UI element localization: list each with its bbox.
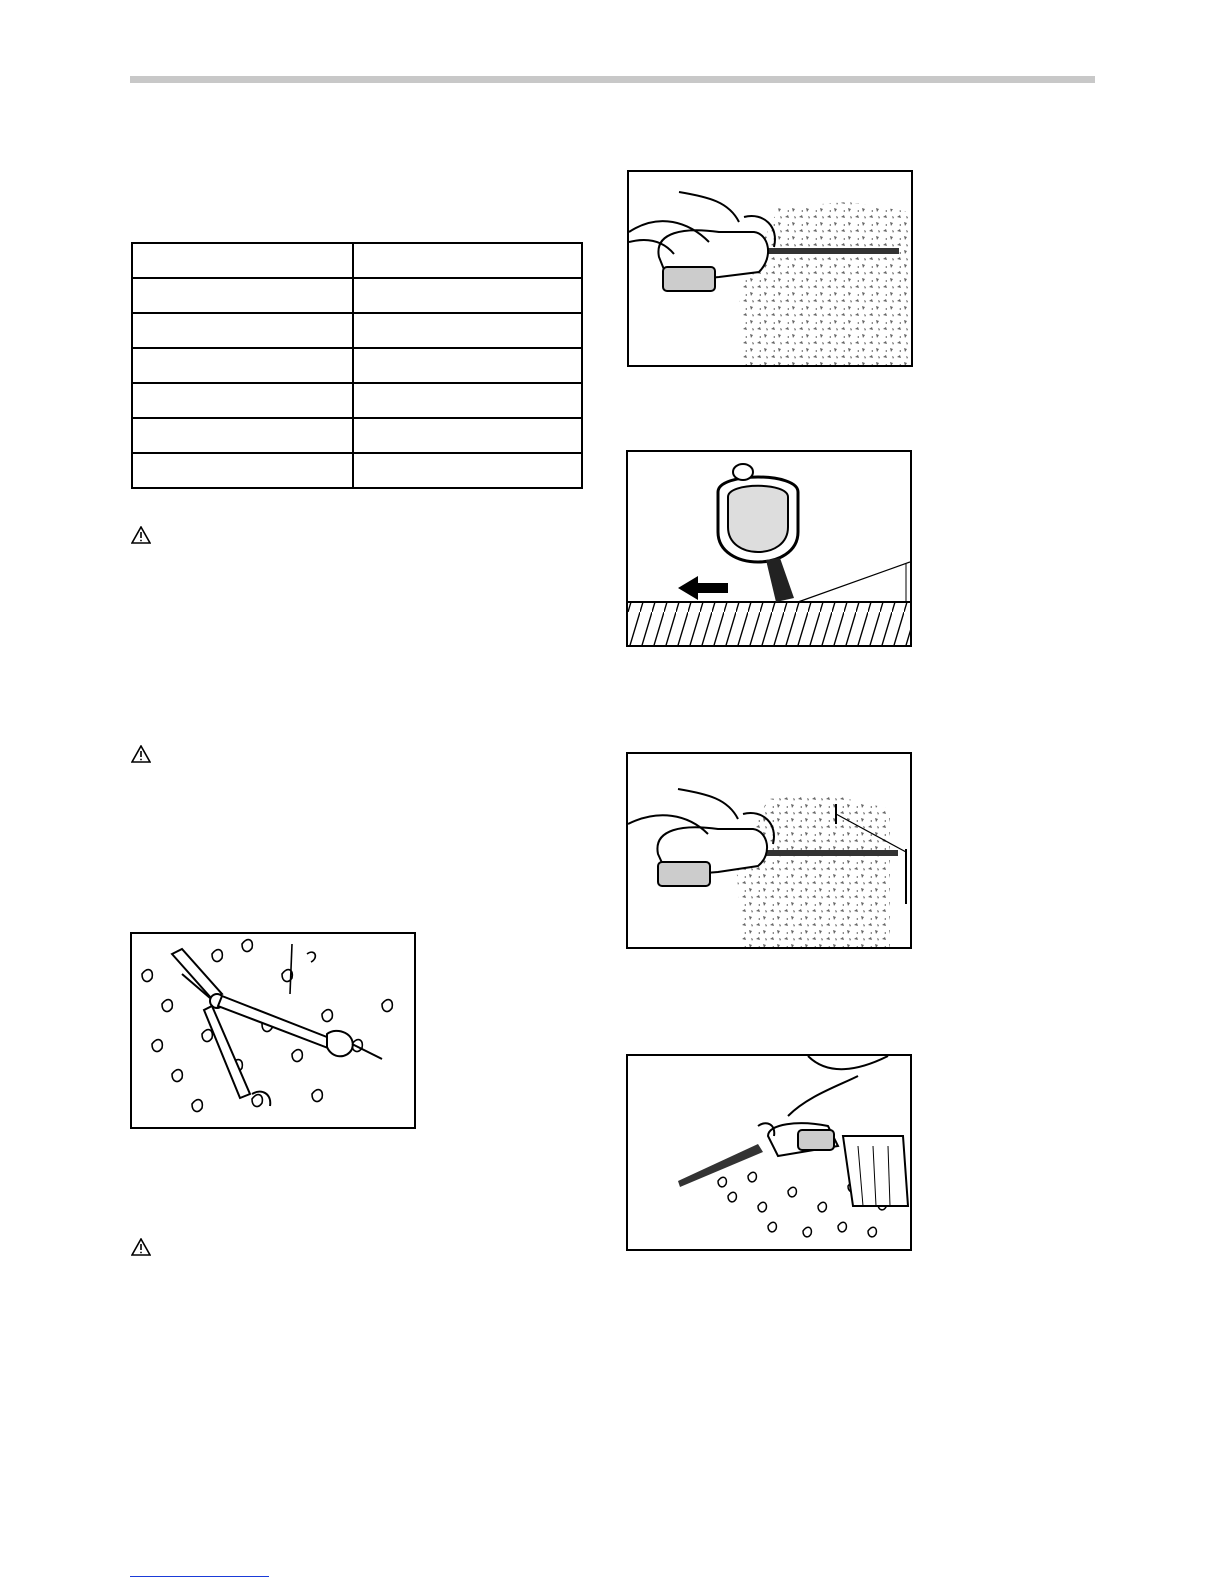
- table-cell: [353, 453, 582, 488]
- footer-link-underline[interactable]: [130, 1576, 269, 1577]
- table-row: [132, 453, 582, 488]
- table-cell: [132, 348, 353, 383]
- table-cell: [132, 278, 353, 313]
- table-cell: [353, 278, 582, 313]
- warning-triangle-icon: [131, 526, 151, 544]
- table-row: [132, 243, 582, 278]
- table-cell: [353, 418, 582, 453]
- hedge-trimmer-side-figure: [627, 170, 913, 367]
- hedge-guide-string-figure: [626, 752, 912, 949]
- table-cell: [132, 383, 353, 418]
- table-cell: [353, 348, 582, 383]
- table-row: [132, 348, 582, 383]
- table-row: [132, 278, 582, 313]
- table-cell: [132, 243, 353, 278]
- table-row: [132, 313, 582, 348]
- table-row: [132, 383, 582, 418]
- warning-triangle-icon: [131, 1238, 151, 1256]
- table-cell: [132, 453, 353, 488]
- pruning-shears-figure: [130, 932, 416, 1129]
- table-cell: [353, 313, 582, 348]
- table-cell: [353, 243, 582, 278]
- trimming-top-figure: [626, 1054, 912, 1251]
- table-row: [132, 418, 582, 453]
- trimmer-tilt-figure: [626, 450, 912, 647]
- table-cell: [132, 313, 353, 348]
- table-cell: [353, 383, 582, 418]
- warning-triangle-icon: [131, 745, 151, 763]
- table-cell: [132, 418, 353, 453]
- spec-table: [131, 242, 583, 489]
- header-rule: [130, 76, 1095, 83]
